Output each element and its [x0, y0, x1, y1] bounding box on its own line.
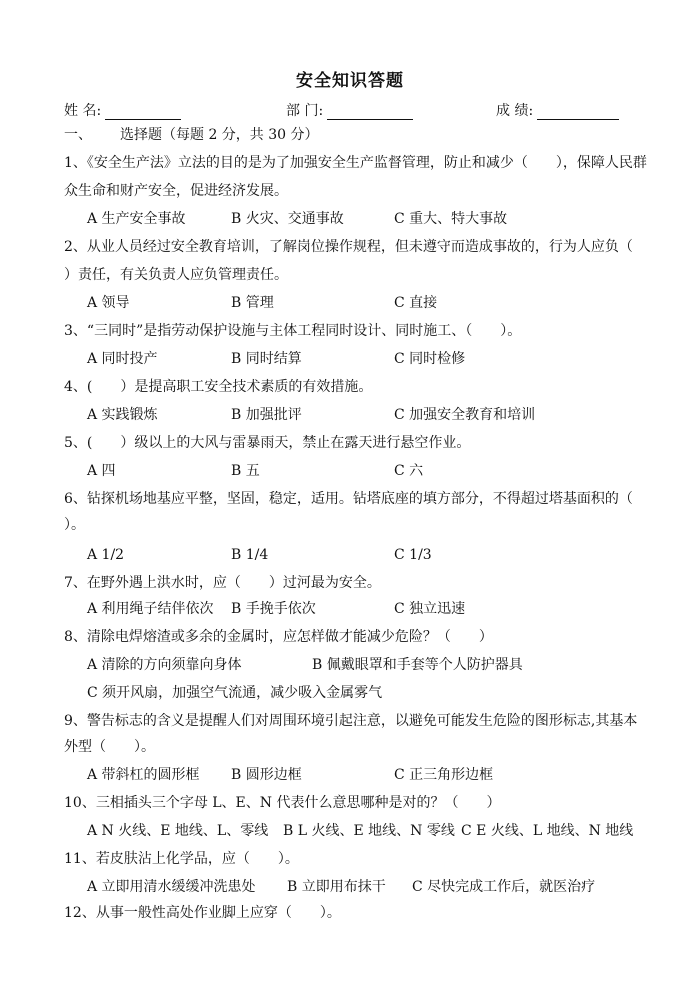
question-2-line-1: 2、从业人员经过安全教育培训，了解岗位操作规程，但未遵守而造成事故的，行为人应负（	[64, 239, 633, 255]
dept-blank[interactable]	[327, 105, 413, 120]
question-7-option-a[interactable]: A 利用绳子结伴依次	[87, 601, 214, 617]
question-2-option-b[interactable]: B 管理	[231, 295, 274, 311]
score-field	[496, 100, 619, 120]
section-label: 选择题（每题 2 分，共 30 分）	[120, 127, 319, 143]
question-11-line-1: 11、若皮肤沾上化学品，应（ ）。	[64, 851, 299, 867]
name-label: 姓 名:	[64, 103, 102, 119]
score-blank[interactable]	[537, 105, 619, 120]
question-1-line-2: 众生命和财产安全，促进经济发展。	[64, 183, 288, 199]
question-8-option-b[interactable]: B 佩戴眼罩和手套等个人防护器具	[312, 657, 523, 673]
question-9-line-1: 9、警告标志的含义是提醒人们对周围环境引起注意，以避免可能发生危险的图形标志,其基本	[64, 713, 638, 729]
question-2-line-2: ）责任，有关负责人应负管理责任。	[64, 267, 288, 283]
question-10-line-1: 10、三相插头三个字母 L、E、N 代表什么意思哪种是对的？（ ）	[64, 795, 501, 811]
question-4-option-c[interactable]: C 加强安全教育和培训	[394, 407, 536, 423]
question-2-option-a[interactable]: A 领导	[87, 295, 130, 311]
question-1-option-a[interactable]: A 生产安全事故	[87, 211, 186, 227]
question-3-option-a[interactable]: A 同时投产	[87, 351, 158, 367]
question-8-line-1: 8、清除电焊熔渣或多余的金属时，应怎样做才能减少危险？（ ）	[64, 629, 493, 645]
question-8-option-c[interactable]: C 须开风扇，加强空气流通，减少吸入金属雾气	[87, 685, 383, 701]
question-6-option-a[interactable]: A 1/2	[87, 547, 125, 563]
question-11-option-b[interactable]: B 立即用布抹干	[287, 879, 386, 895]
question-10-option-a[interactable]: A N 火线、E 地线、L、零线	[87, 823, 269, 839]
question-5-option-c[interactable]: C 六	[394, 463, 424, 479]
question-5-option-a[interactable]: A 四	[87, 463, 116, 479]
question-3-line-1: 3、“三同时”是指劳动保护设施与主体工程同时设计、同时施工、（ ）。	[64, 323, 522, 339]
question-10-option-c[interactable]: C E 火线、L 地线、N 地线	[461, 823, 634, 839]
question-4-option-a[interactable]: A 实践锻炼	[87, 407, 158, 423]
section-number: 一、	[64, 127, 92, 143]
question-11-option-c[interactable]: C 尽快完成工作后，就医治疗	[412, 879, 596, 895]
question-6-line-1: 6、钻探机场地基应平整，坚固，稳定，适用。钻塔底座的填方部分，不得超过塔基面积的（	[64, 491, 633, 507]
question-7-option-b[interactable]: B 手挽手依次	[231, 601, 316, 617]
name-field	[64, 100, 181, 120]
question-9-line-2: 外型（ ）。	[64, 739, 155, 755]
question-6-line-2: ）。	[64, 517, 85, 533]
question-11-option-a[interactable]: A 立即用清水缓缓冲洗患处	[87, 879, 256, 895]
question-9-option-b[interactable]: B 圆形边框	[231, 767, 302, 783]
section-heading	[64, 126, 319, 144]
question-2-option-c[interactable]: C 直接	[394, 295, 438, 311]
page-title: 安全知识答题	[296, 71, 404, 91]
question-1-line-1: 1、《安全生产法》立法的目的是为了加强安全生产监督管理，防止和减少（ ），保障人民群	[64, 155, 647, 171]
question-1-option-b[interactable]: B 火灾、交通事故	[231, 211, 344, 227]
question-5-line-1: 5、( ）级以上的大风与雷暴雨天，禁止在露天进行悬空作业。	[64, 435, 471, 451]
question-8-option-a[interactable]: A 清除的方向须靠向身体	[87, 657, 242, 673]
question-3-option-b[interactable]: B 同时结算	[231, 351, 302, 367]
question-9-option-a[interactable]: A 带斜杠的圆形框	[87, 767, 200, 783]
dept-field	[286, 100, 413, 120]
question-7-option-c[interactable]: C 独立迅速	[394, 601, 466, 617]
name-blank[interactable]	[105, 105, 181, 120]
question-10-option-b[interactable]: B L 火线、E 地线、N 零线	[283, 823, 455, 839]
question-3-option-c[interactable]: C 同时检修	[394, 351, 466, 367]
score-label: 成 绩:	[496, 103, 534, 119]
question-12-line-1: 12、从事一般性高处作业脚上应穿（ ）。	[64, 905, 341, 921]
question-1-option-c[interactable]: C 重大、特大事故	[394, 211, 508, 227]
question-6-option-b[interactable]: B 1/4	[231, 547, 269, 563]
question-4-line-1: 4、( ）是提高职工安全技术素质的有效措施。	[64, 379, 373, 395]
question-4-option-b[interactable]: B 加强批评	[231, 407, 302, 423]
question-6-option-c[interactable]: C 1/3	[394, 547, 432, 563]
dept-label: 部 门:	[286, 103, 324, 119]
question-7-line-1: 7、在野外遇上洪水时，应（ ）过河最为安全。	[64, 575, 381, 591]
question-5-option-b[interactable]: B 五	[231, 463, 260, 479]
question-9-option-c[interactable]: C 正三角形边框	[394, 767, 494, 783]
